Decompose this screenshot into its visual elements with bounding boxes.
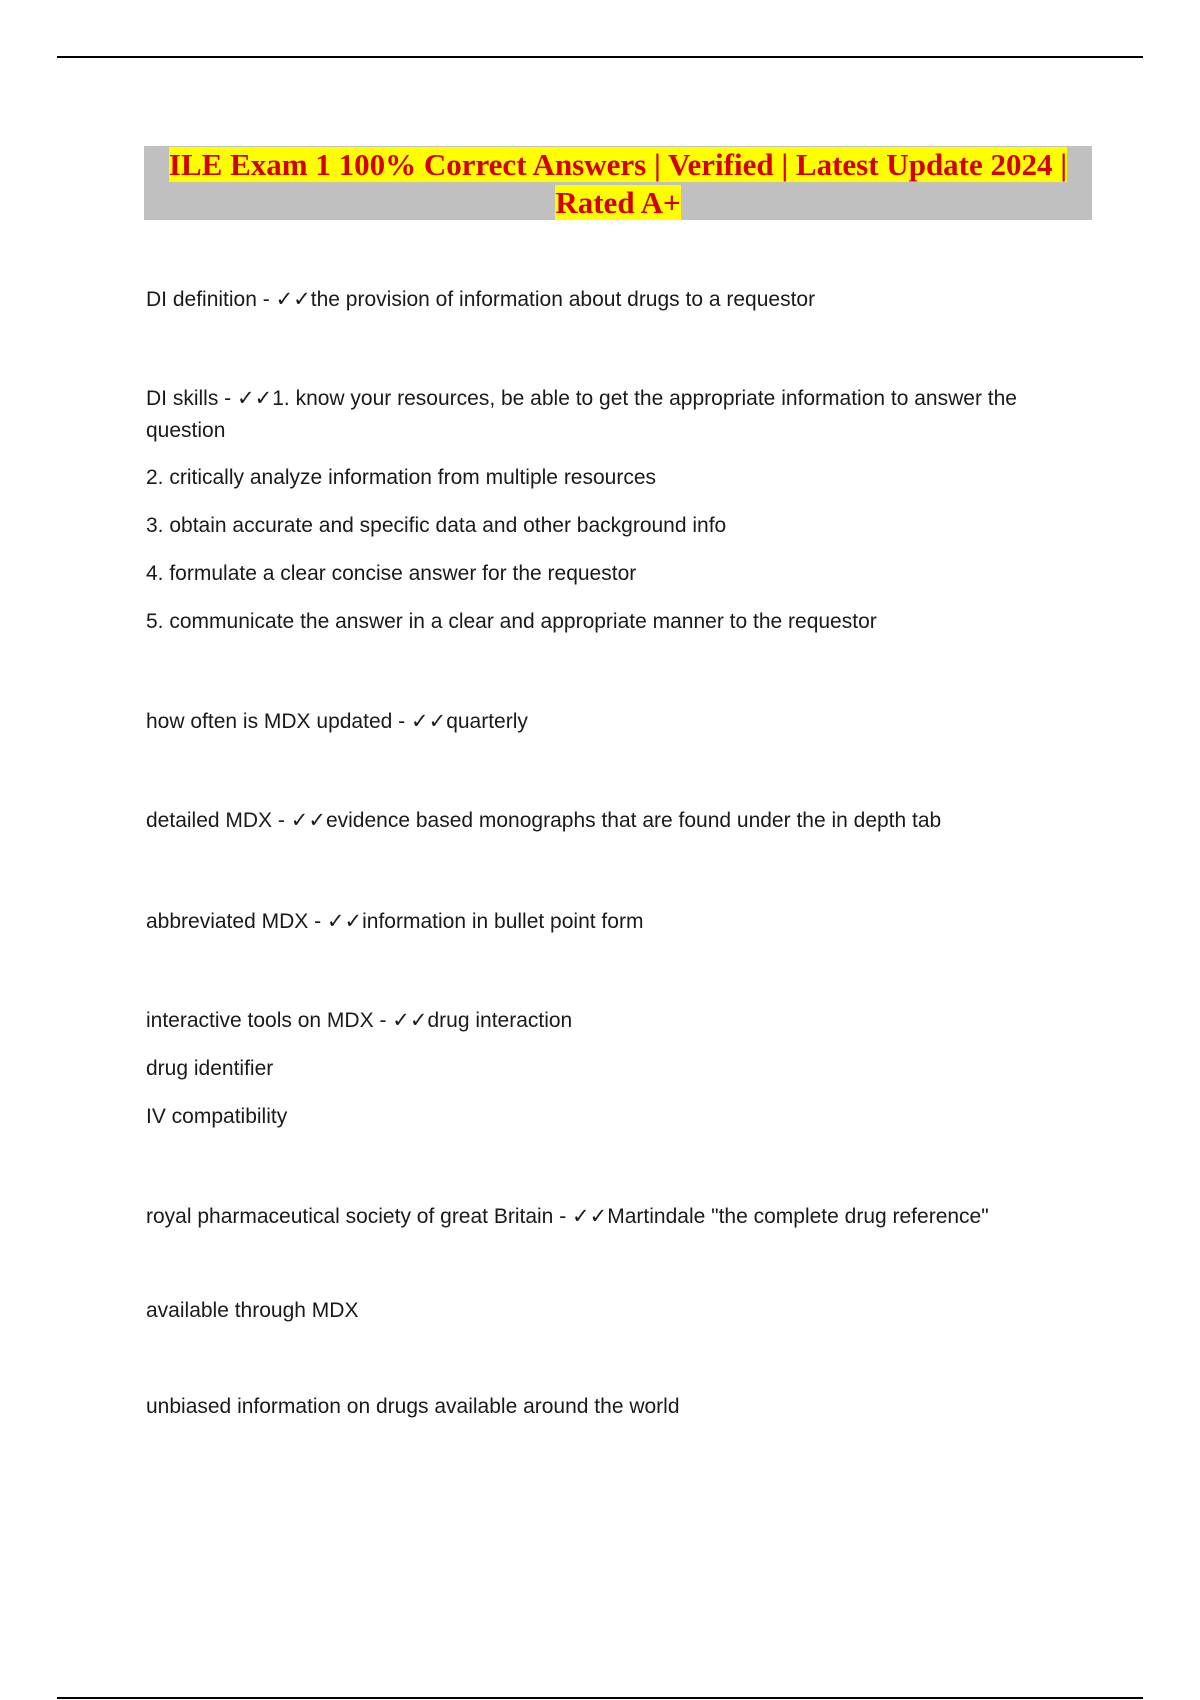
list-item: drug identifier (146, 1057, 274, 1080)
entry-separator: - (218, 387, 238, 410)
entry-separator: - (256, 288, 276, 311)
entry-answer: evidence based monographs that are found under the in depth tab (325, 809, 942, 832)
double-check-icon: ✓✓ (290, 808, 326, 832)
qa-entry (146, 1200, 1096, 1233)
header-rule (57, 56, 1143, 58)
entry-separator: - (553, 1205, 573, 1228)
qa-entry (146, 1004, 1096, 1037)
entry-answer: information in bullet point form (362, 910, 644, 933)
double-check-icon: ✓✓ (410, 709, 447, 733)
double-check-icon: ✓✓ (392, 1008, 428, 1032)
double-check-icon: ✓✓ (237, 386, 273, 410)
qa-entry (146, 283, 1096, 316)
qa-entry (146, 705, 1096, 738)
qa-entry (146, 905, 1096, 938)
entry-answer: 1. know your resources, be able to get the appropriate information to answer the question (146, 387, 1017, 442)
entry-term: royal pharmaceutical society of great Britain (146, 1205, 554, 1228)
entry-answer: Martindale "the complete drug reference" (607, 1205, 989, 1228)
entry-answer: quarterly (446, 710, 528, 733)
list-item: unbiased information on drugs available around the world (146, 1395, 680, 1418)
double-check-icon: ✓✓ (326, 909, 363, 933)
title-line-1: ILE Exam 1 100% Correct Answers | Verified | Latest Update 2024 | (168, 147, 1068, 182)
entry-separator: - (272, 809, 291, 832)
qa-entry (146, 804, 1096, 837)
double-check-icon: ✓✓ (275, 287, 311, 311)
list-item: IV compatibility (146, 1105, 288, 1128)
list-item: 2. critically analyze information from multiple resources (146, 466, 657, 489)
document-title (144, 146, 1092, 220)
list-item: 4. formulate a clear concise answer for the requestor (146, 562, 637, 585)
entry-term: DI skills (146, 387, 219, 410)
entry-separator: - (373, 1009, 393, 1032)
entry-term: DI definition (146, 288, 257, 311)
double-check-icon: ✓✓ (572, 1204, 608, 1228)
title-line-2: Rated A+ (555, 185, 681, 220)
entry-answer: drug interaction (427, 1009, 573, 1032)
entry-term: abbreviated MDX (146, 910, 309, 933)
list-item: 3. obtain accurate and specific data and other background info (146, 514, 727, 537)
entry-separator: - (392, 710, 411, 733)
qa-entry (146, 382, 1096, 447)
entry-term: detailed MDX (146, 809, 273, 832)
list-item: available through MDX (146, 1299, 359, 1322)
entry-term: interactive tools on MDX (146, 1009, 374, 1032)
list-item: 5. communicate the answer in a clear and appropriate manner to the requestor (146, 610, 877, 633)
entry-answer: the provision of information about drugs to a requestor (310, 288, 816, 311)
entry-separator: - (308, 910, 327, 933)
entry-term: how often is MDX updated (146, 710, 393, 733)
footer-rule (57, 1697, 1143, 1699)
